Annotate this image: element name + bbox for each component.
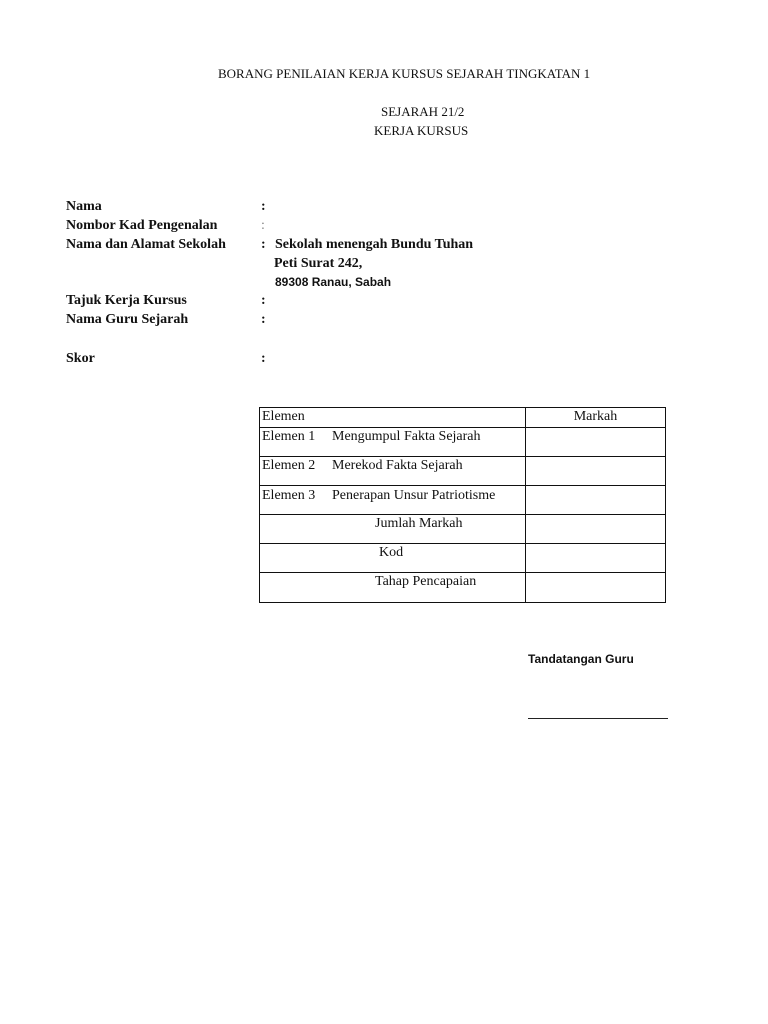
- nama-label: Nama: [66, 199, 102, 214]
- guru-label: Nama Guru Sejarah: [66, 312, 189, 327]
- total-row: [260, 515, 666, 544]
- achievement-row: [260, 573, 666, 603]
- code-row: [260, 544, 666, 573]
- element-code: Elemen 3: [262, 488, 316, 503]
- tajuk-label: Tajuk Kerja Kursus: [66, 293, 187, 308]
- mark-cell: [526, 457, 666, 486]
- marks-table: [259, 407, 666, 603]
- element-description: Penerapan Unsur Patriotisme: [332, 488, 496, 503]
- form-subtitle: KERJA KURSUS: [374, 123, 469, 138]
- element-code: Elemen 1: [262, 429, 316, 444]
- element-cell: [260, 457, 526, 486]
- code-value-cell: [526, 544, 666, 573]
- markah-header: Markah: [526, 408, 666, 428]
- school-colon: :: [261, 237, 266, 252]
- tajuk-colon: :: [261, 293, 266, 308]
- subject-code: SEJARAH 21/2: [381, 104, 465, 119]
- school-address-line: Peti Surat 242,: [274, 256, 363, 271]
- school-name: Sekolah menengah Bundu Tuhan: [275, 237, 474, 252]
- skor-colon: :: [261, 351, 266, 366]
- element-code: Elemen 2: [262, 458, 316, 473]
- element-cell: [260, 486, 526, 515]
- form-title: BORANG PENILAIAN KERJA KURSUS SEJARAH TINGKATAN 1: [218, 66, 591, 81]
- nama-colon: :: [261, 199, 266, 214]
- table-row: [260, 457, 666, 486]
- element-description: Mengumpul Fakta Sejarah: [332, 429, 481, 444]
- mark-cell: [526, 428, 666, 457]
- school-postcode-line: 89308 Ranau, Sabah: [275, 275, 392, 289]
- ic-colon: :: [261, 218, 265, 233]
- total-label: Jumlah Markah: [260, 515, 526, 544]
- table-row: [260, 428, 666, 457]
- teacher-signature-label: Tandatangan Guru: [528, 652, 634, 666]
- table-header-row: [260, 408, 666, 428]
- element-description: Merekod Fakta Sejarah: [332, 458, 463, 473]
- guru-colon: :: [261, 312, 266, 327]
- ic-label: Nombor Kad Pengenalan: [66, 218, 218, 233]
- code-label: Kod: [260, 544, 526, 573]
- total-mark-cell: [526, 515, 666, 544]
- element-cell: [260, 428, 526, 457]
- table-row: [260, 486, 666, 515]
- skor-label: Skor: [66, 351, 95, 366]
- achievement-label: Tahap Pencapaian: [260, 573, 526, 603]
- elemen-header: Elemen: [260, 408, 526, 428]
- achievement-value-cell: [526, 573, 666, 603]
- school-label: Nama dan Alamat Sekolah: [66, 237, 226, 252]
- mark-cell: [526, 486, 666, 515]
- signature-line: [528, 718, 668, 719]
